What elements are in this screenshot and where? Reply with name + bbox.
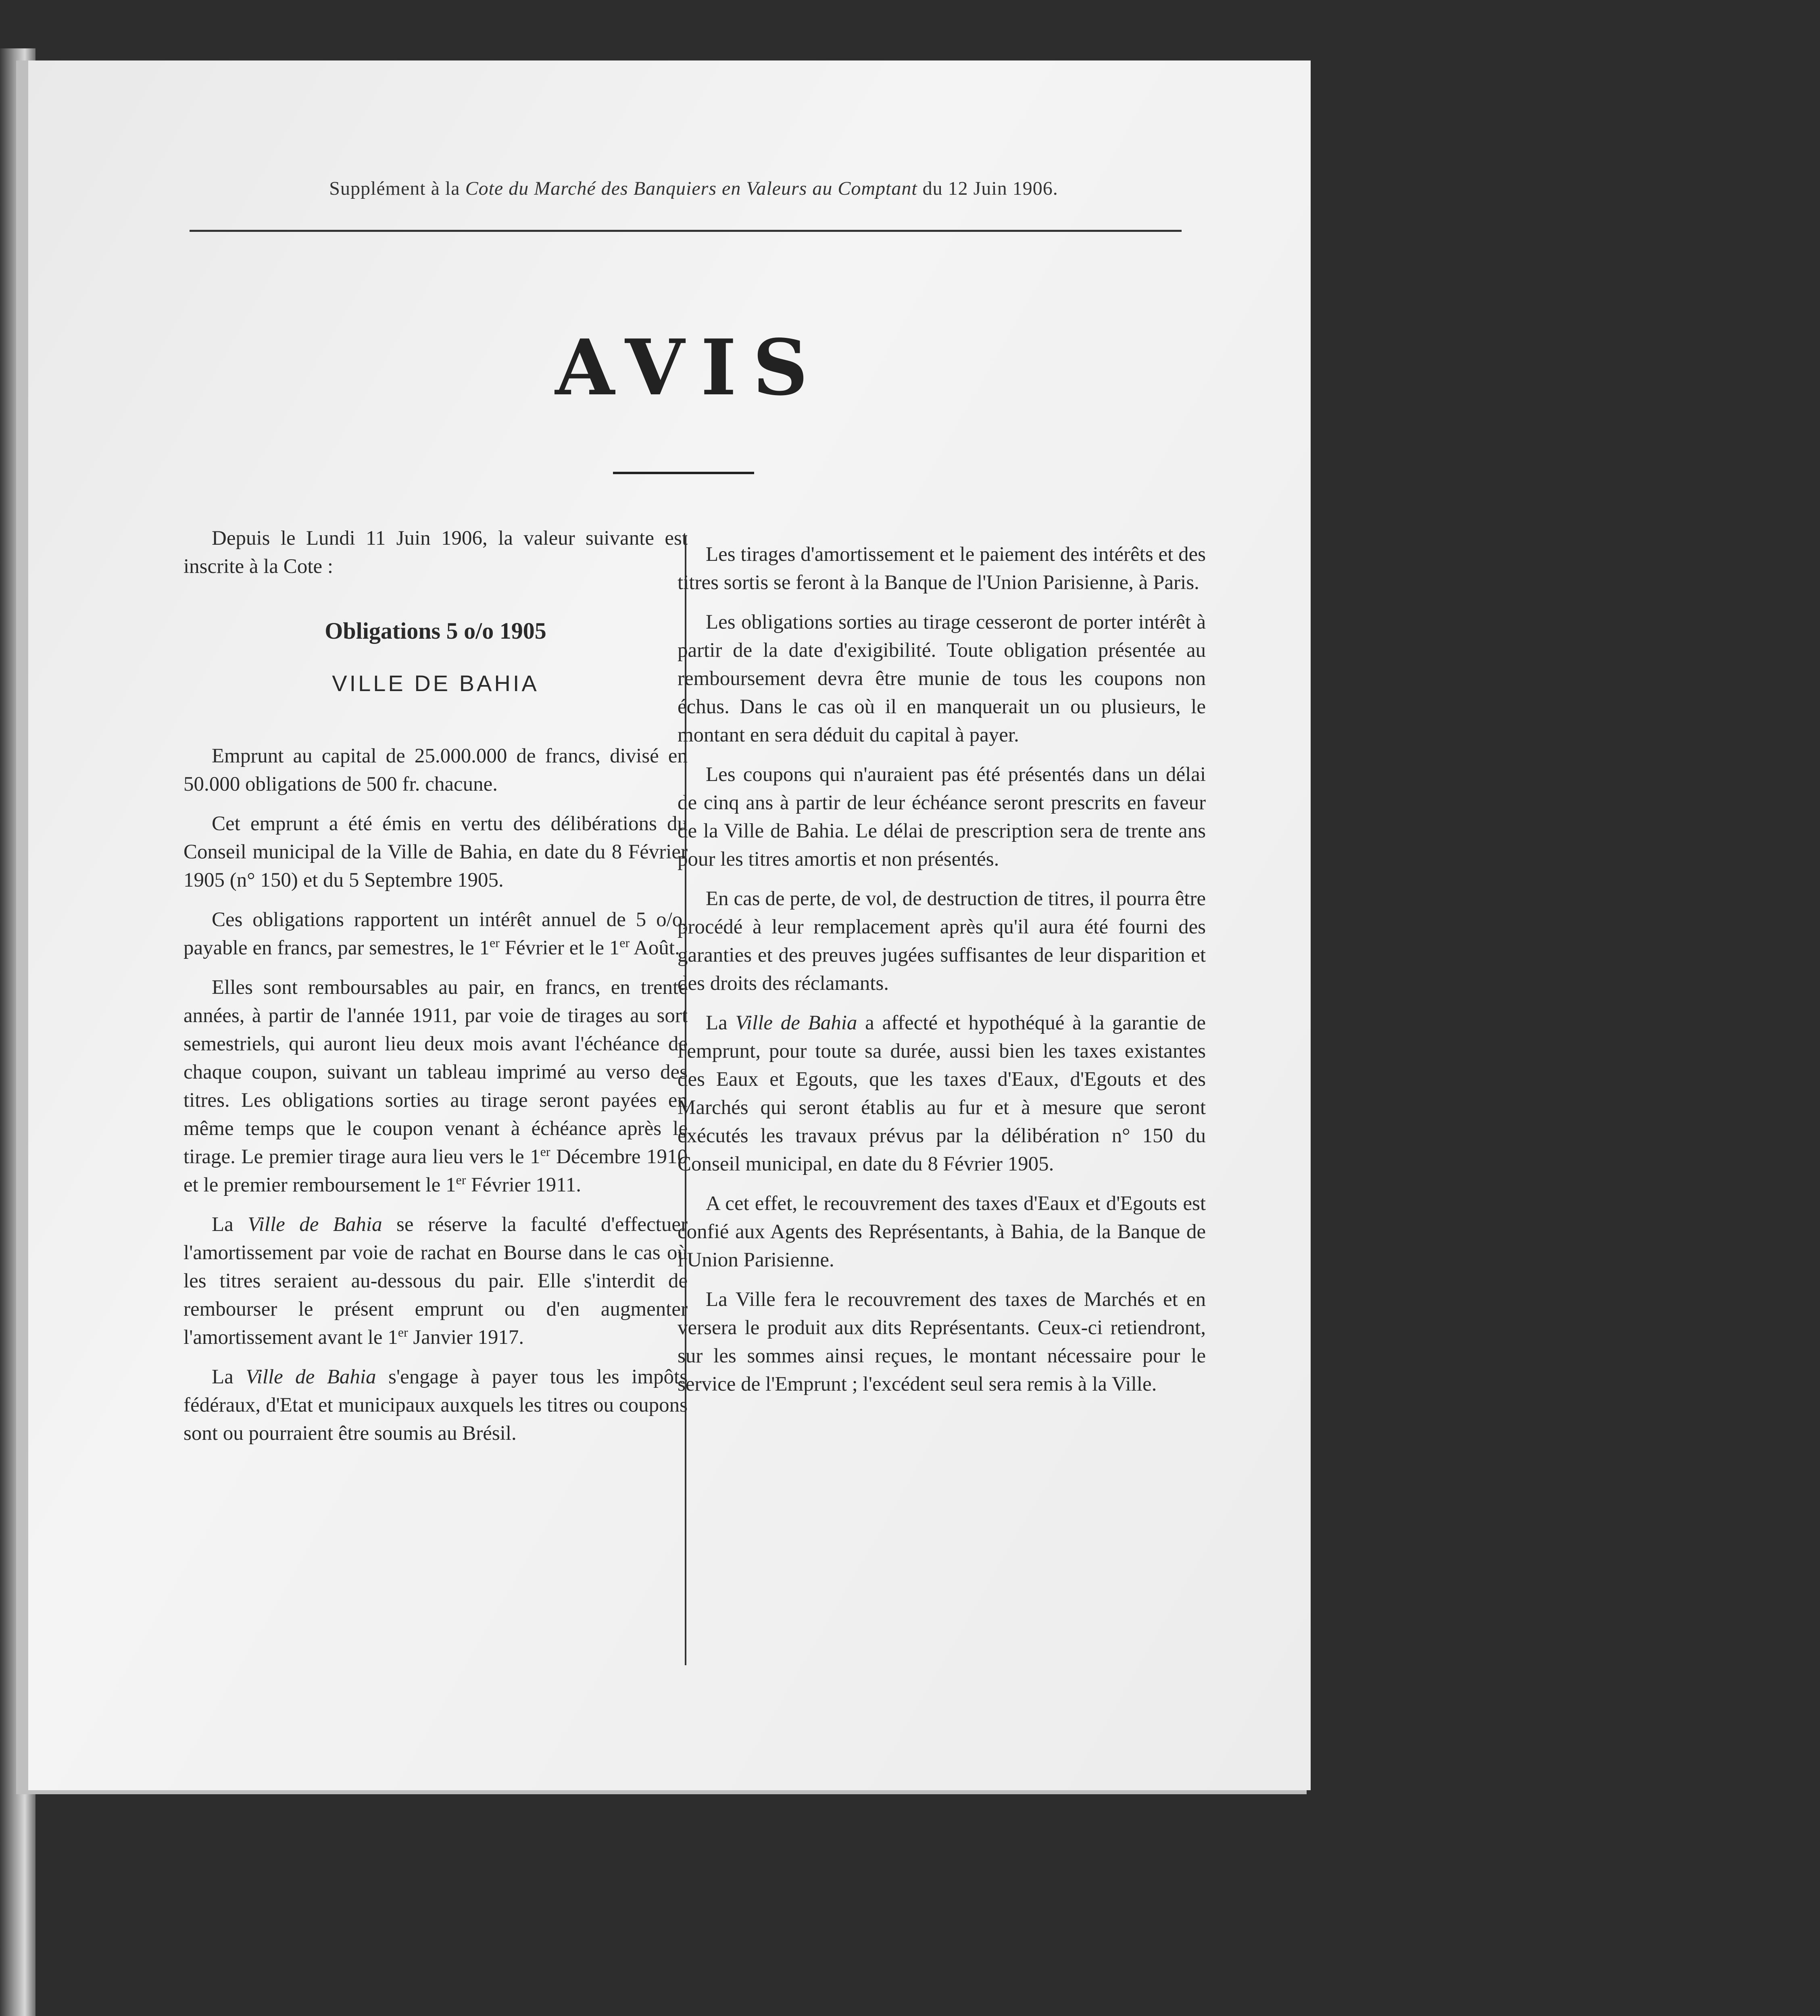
paragraph-capital: Emprunt au capital de 25.000.000 de francs, divisé en 50.000 obligations de 500 fr. chacune. [183, 745, 688, 796]
section-heading: Obligations 5 o/o 1905 [325, 618, 546, 644]
supplement-date: du 12 Juin 1906. [922, 178, 1058, 199]
paragraph-collection: A cet effet, le recouvrement des taxes d'Eaux et d'Egouts est confié aux Agents des Représentants, à Bahia, de la Banque de l'Union Parisienne. [678, 1192, 1206, 1271]
page-title: AVIS [555, 323, 824, 412]
section-subheading: VILLE DE BAHIA [332, 671, 539, 696]
paragraph-repayment: Elles sont remboursables au pair, en francs, en trente années, à partir de l'année 1911, par voie de tirages au sort semestriels, qui auront lieu deux mois avant l'échéance de chaque coupon, suivant un tableau imprimé au verso des titres. Les obligations sorties au tirage seront payées en même temps que le coupon venant à échéance après le tirage. Le premier tirage aura lieu vers le 1er Décembre 1910 et le premier remboursement le 1er Février 1911. [183, 976, 688, 1196]
paragraph-taxes: La Ville de Bahia s'engage à payer tous les impôts fédéraux, d'Etat et municipaux auxquels les titres ou coupons sont ou pourraient être soumis au Brésil. [183, 1366, 688, 1445]
document-page [28, 60, 1311, 1790]
paragraph-interest: Ces obligations rapportent un intérêt annuel de 5 o/o, payable en francs, par semestres, le 1er Février et le 1er Août. [183, 908, 688, 959]
paragraph-repurchase: La Ville de Bahia se réserve la faculté d'effectuer l'amortissement par voie de rachat en Bourse dans le cas où les titres seraient au-dessous du pair. Elle s'interdit de rembourser le présent emprunt ou d'en augmenter l'amortissement avant le 1er Janvier 1917. [183, 1213, 688, 1349]
supplement-publication: Cote du Marché des Banquiers en Valeurs au Comptant [465, 178, 917, 199]
paragraph-drawn-bonds: Les obligations sorties au tirage cesseront de porter intérêt à partir de la date d'exigibilité. Toute obligation présentée au remboursement devra être munie de tous les coupons non échus. Dans le cas où il en manquerait un ou plusieurs, le montant en sera déduit du capital à payer. [678, 611, 1206, 746]
paragraph-market-taxes: La Ville fera le recouvrement des taxes de Marchés et en versera le produit aux dits Représentants. Ceux-ci retiendront, sur les sommes ainsi reçues, le montant nécessaire pour le service de l'Emprunt ; l'excédent seul sera remis à la Ville. [678, 1288, 1206, 1395]
paragraph-loss: En cas de perte, de vol, de destruction de titres, il pourra être procédé à leur remplacement après qu'il aura été fourni des garanties et des preuves jugées suffisantes de leur disparition et des droits des réclamants. [678, 887, 1206, 995]
right-column [678, 540, 1206, 1398]
paragraph-issue: Cet emprunt a été émis en vertu des délibérations du Conseil municipal de la Ville de Bahia, en date du 8 Février 1905 (n° 150) et du 5 Septembre 1905. [183, 812, 688, 891]
supplement-prefix: Supplément à la [329, 178, 460, 199]
paragraph-drawings: Les tirages d'amortissement et le paiement des intérêts et des titres sortis se feront à la Banque de l'Union Parisienne, à Paris. [678, 543, 1206, 594]
title-underline [613, 472, 754, 474]
intro-paragraph: Depuis le Lundi 11 Juin 1906, la valeur suivante est inscrite à la Cote : [183, 527, 688, 578]
paragraph-coupons: Les coupons qui n'auraient pas été présentés dans un délai de cinq ans à partir de leur échéance seront prescrits en faveur de la Ville de Bahia. Le délai de prescription sera de trente ans pour les titres amortis et non présentés. [678, 763, 1206, 871]
left-column [183, 524, 688, 1447]
paragraph-guarantee: La Ville de Bahia a affecté et hypothéqué à la garantie de l'emprunt, pour toute sa durée, aussi bien les taxes existantes des Eaux et Egouts, que les taxes d'Eaux, d'Egouts et des Marchés qui seront établis au fur et à mesure que seront exécutés les travaux prévus par la délibération n° 150 du Conseil municipal, en date du 8 Février 1905. [678, 1012, 1206, 1175]
supplement-header [190, 177, 1198, 200]
header-rule [190, 230, 1182, 232]
